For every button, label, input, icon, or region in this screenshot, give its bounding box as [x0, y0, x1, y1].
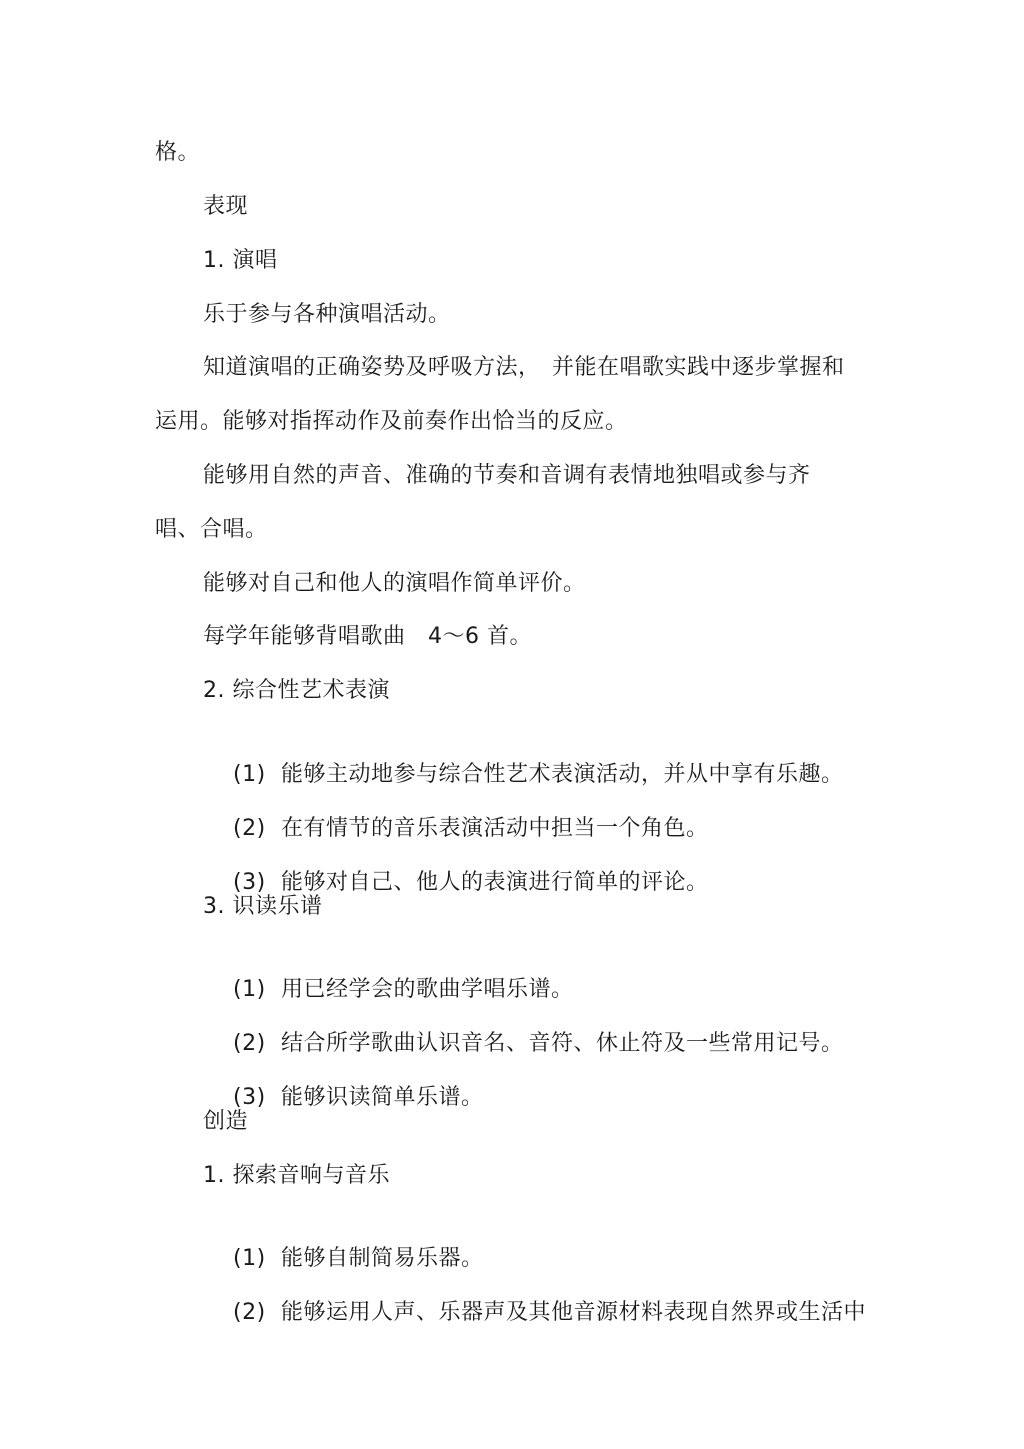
list-item-text: 能够识读简单乐谱。	[280, 1085, 484, 1110]
text-line: 乐于参与各种演唱活动。	[203, 302, 451, 327]
list-item-number: (1)	[232, 1246, 266, 1271]
subsection-heading: 1. 探索音响与音乐	[203, 1163, 390, 1188]
subsection-heading: 3. 识读乐谱	[203, 894, 323, 919]
text-line: 每学年能够背唱歌曲 4～6 首。	[203, 624, 532, 649]
subsection-heading: 2. 综合性艺术表演	[203, 678, 390, 703]
section-heading: 表现	[203, 194, 249, 219]
text-line: 运用。能够对指挥动作及前奏作出恰当的反应。	[155, 409, 628, 434]
text-line: 唱、合唱。	[155, 517, 268, 542]
text-line: 能够用自然的声音、准确的节奏和音调有表情地独唱或参与齐	[203, 463, 811, 488]
list-item-text: 能够主动地参与综合性艺术表演活动，并从中享有乐趣。	[280, 762, 844, 787]
list-item-number: (1)	[232, 762, 266, 787]
list-item-text: 能够运用人声、乐器声及其他音源材料表现自然界或生活中	[280, 1300, 866, 1325]
list-item-number: (1)	[232, 977, 266, 1002]
text-line: 格。	[155, 140, 201, 165]
list-item-text: 能够对自己、他人的表演进行简单的评论。	[280, 870, 709, 895]
list-item-number: (2)	[232, 816, 266, 841]
list-item-number: (2)	[232, 1031, 266, 1056]
list-item-text: 能够自制简易乐器。	[280, 1246, 484, 1271]
section-heading: 创造	[203, 1109, 249, 1134]
list-item-number: (2)	[232, 1300, 266, 1325]
list-item-text: 用已经学会的歌曲学唱乐谱。	[280, 977, 574, 1002]
text-line: 知道演唱的正确姿势及呼吸方法， 并能在唱歌实践中逐步掌握和	[203, 355, 845, 380]
subsection-heading: 1. 演唱	[203, 248, 278, 273]
list-item-text: 结合所学歌曲认识音名、音符、休止符及一些常用记号。	[280, 1031, 844, 1056]
list-item-text: 在有情节的音乐表演活动中担当一个角色。	[280, 816, 709, 841]
text-line: 能够对自己和他人的演唱作简单评价。	[203, 571, 586, 596]
list-item-number: (3)	[232, 1085, 266, 1110]
list-item-number: (3)	[232, 870, 266, 895]
list-item	[203, 1268, 866, 1358]
